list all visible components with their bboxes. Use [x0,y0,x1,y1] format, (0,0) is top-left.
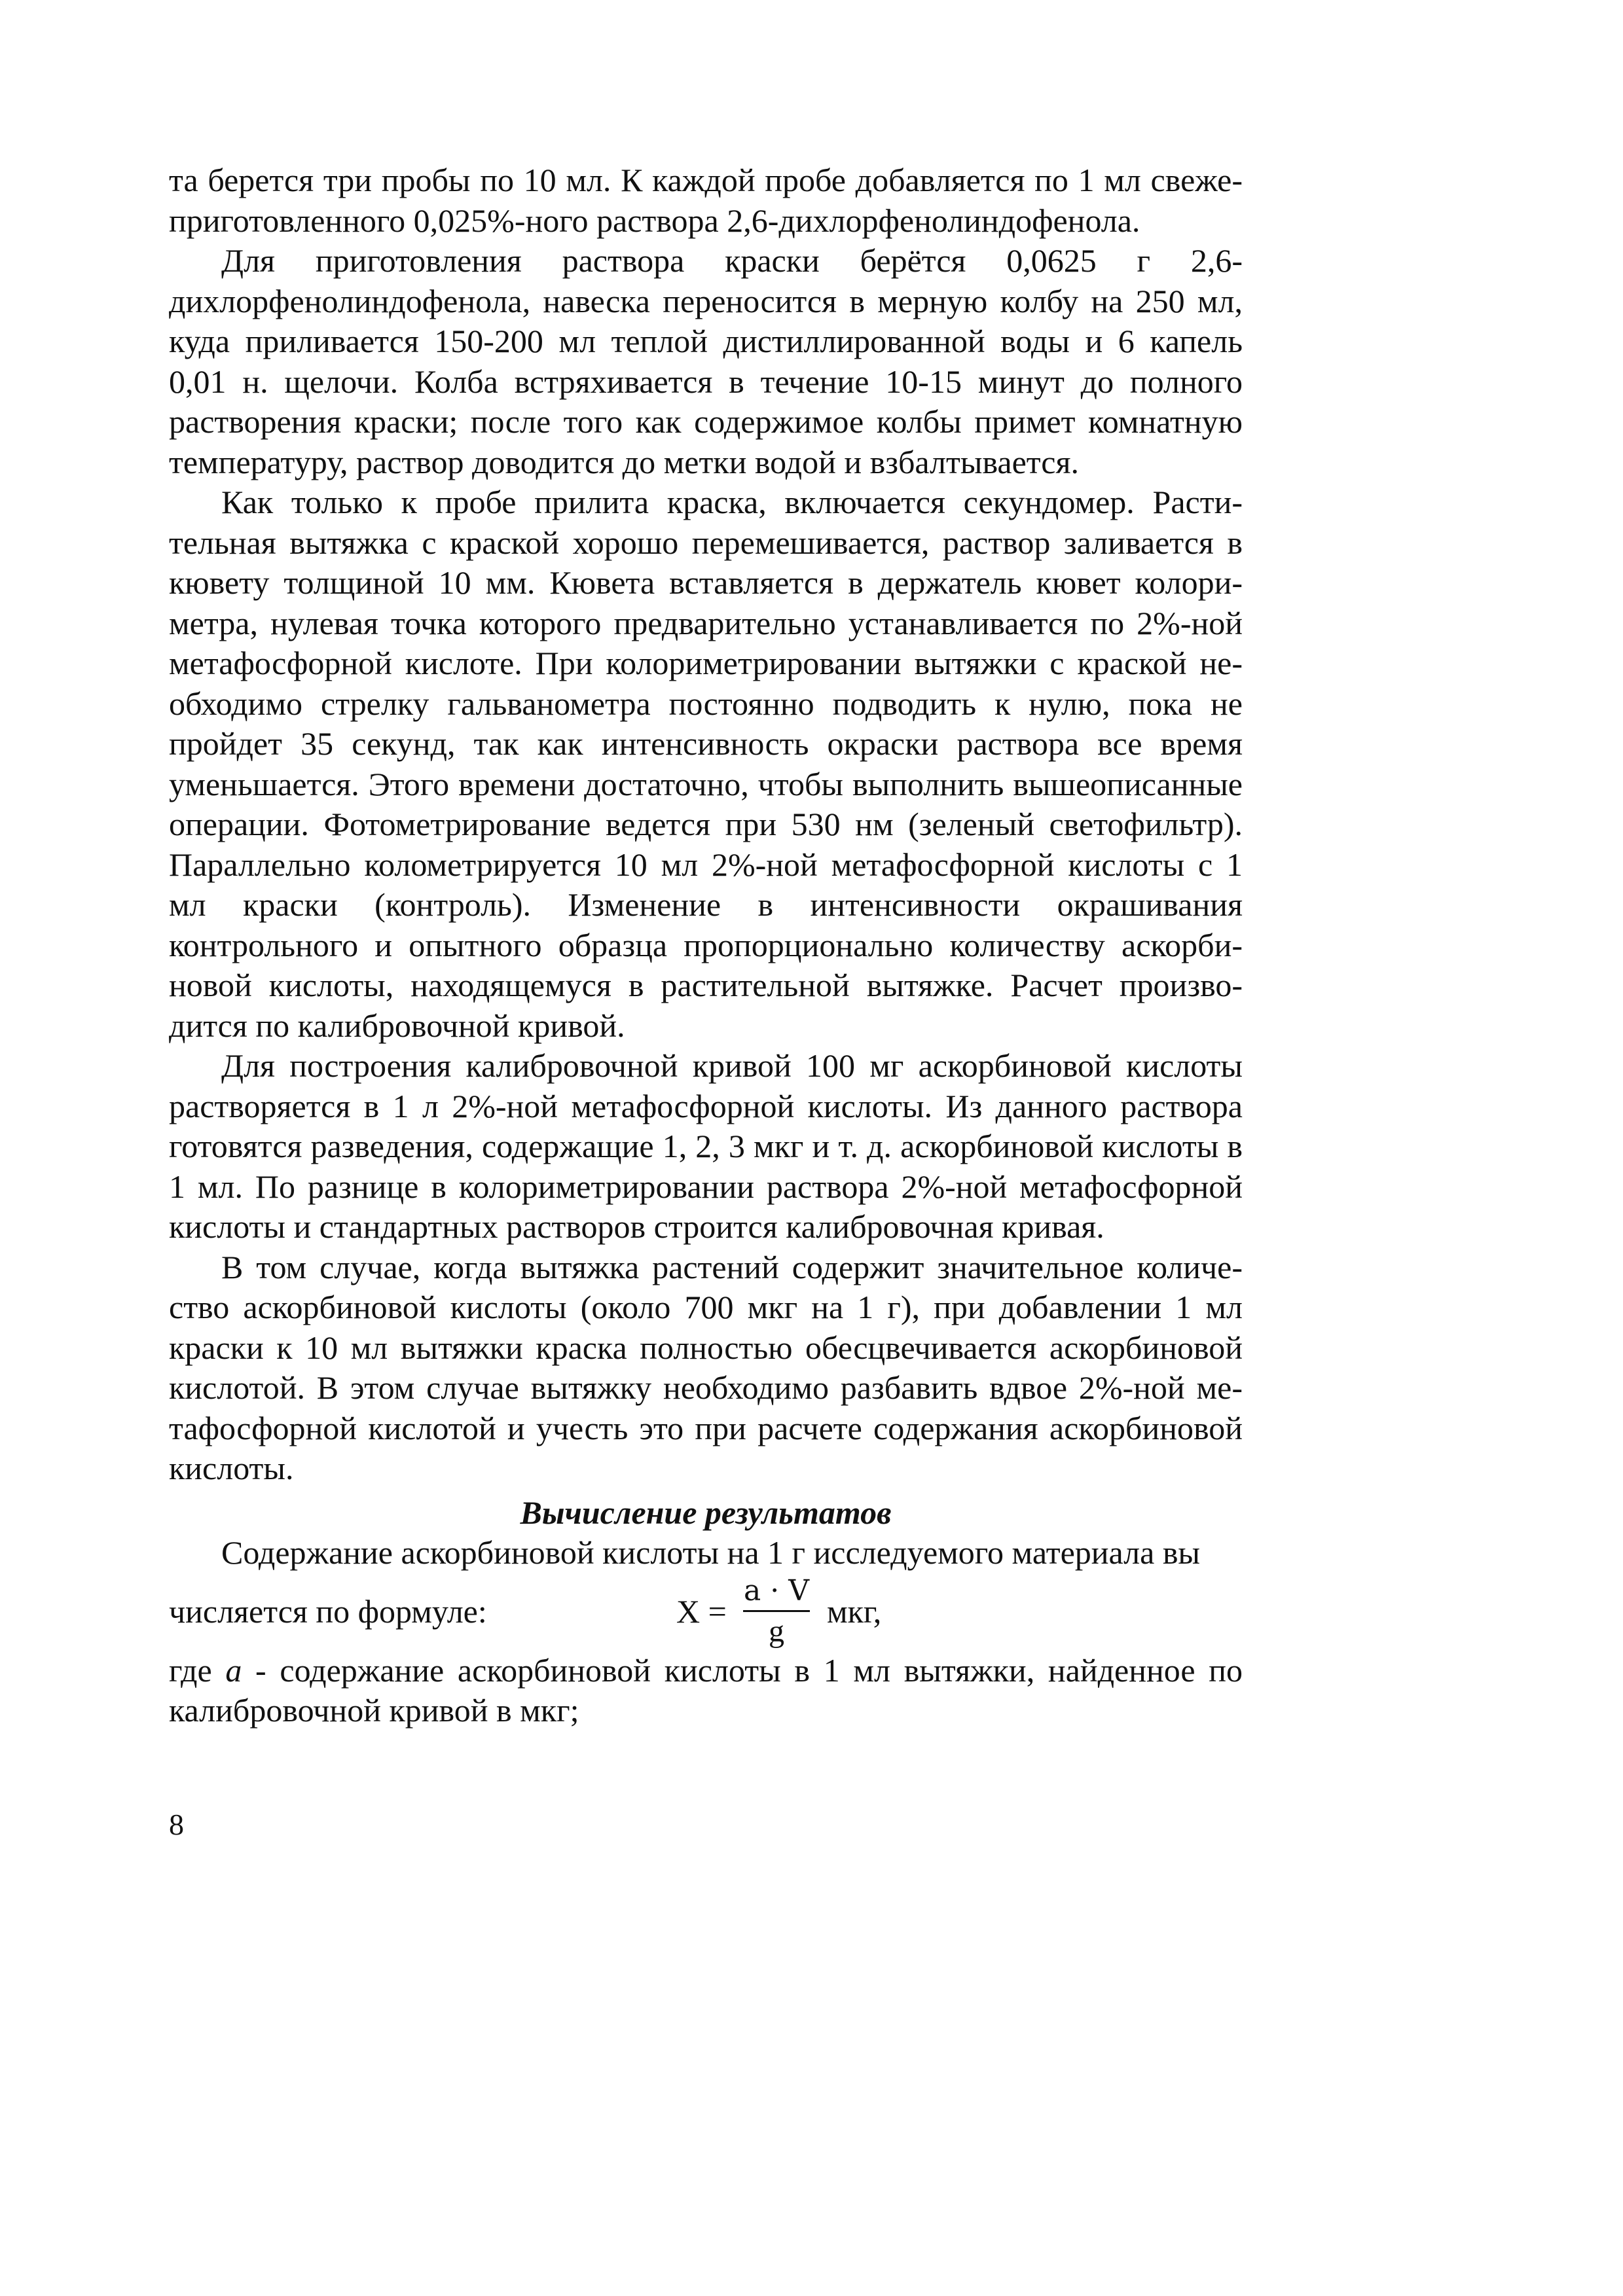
body-text [169,160,1243,1731]
where-prefix: где [169,1651,226,1689]
page-number: 8 [169,1808,184,1841]
formula-row [169,1573,1243,1651]
where-symbol: a [225,1651,242,1689]
section-heading: Вычисление результатов [520,1494,892,1531]
formula-denominator: g [769,1613,784,1649]
formula-numerator: a · V [744,1573,809,1607]
where-text: - содержание аскорбиновой кислоты в 1 мл вытяжки, найденное по калибровочной кривой в мкг; [169,1651,1243,1729]
paragraph-high-content: В том случае, когда вытяжка растений содержит значительное количество аскорбиновой кислоты (около 700 мкг на 1 г), при добавлении 1 мл краски к 10 мл вытяжки краска полностью обесцвечивается аскорбиновой кислотой. В этом случае вытяжку необходимо разбавить вдвое 2%-ной метафосфорной кислотой и учесть это при расчете содержания аскорбиновой кислоты. [169,1248,1243,1486]
formula-fraction [740,1573,812,1649]
formula-lhs: X = [676,1592,727,1630]
fraction-bar [743,1610,810,1612]
formula-lead-text: числяется по формуле: [169,1592,487,1630]
paragraph-dye-preparation: Для приготовления раствора краски берётся 0,0625 г 2,6-дихлорфенолиндофенола, навеска переносится в мерную колбу на 250 мл, куда приливается 150-200 мл теплой дистиллированной воды и 6 капель 0,01 н. щелочи. Колба встряхивается в течение 10-15 минут до полного растворения краски; после того как содержимое колбы примет комнатную температуру, раствор доводится до метки водой и взбалтывается. [169,242,1243,480]
paragraph-colorimetry: Как только к пробе прилита краска, включается секундомер. Растительная вытяжка с краской хорошо перемешивается, раствор заливается в кювету толщиной 10 мм. Кювета вставляется в держатель кювет колориметра, нулевая точка которого предварительно устанавливается по 2%-ной метафосфорной кислоте. При колориметрировании вытяжки с краской необходимо стрелку гальванометра постоянно подводить к нулю, пока не пройдет 35 секунд, так как интенсивность окраски раствора все время уменьшается. Этого времени достаточно, чтобы выполнить вышеописанные операции. Фотометрирование ведется при 530 нм (зеленый светофильтр). Параллельно колометрируется 10 мл 2%-ной метафосфорной кислоты с 1 мл краски (контроль). Изменение в интенсивности окрашивания контрольного и опытного образца пропорционально количеству аскорбиновой кислоты, находящемуся в растительной вытяжке. Расчет производится по калибровочной кривой. [169,484,1243,1044]
paragraph-continuation: та берется три пробы по 10 мл. К каждой пробе добавляется по 1 мл свежеприготовленного 0,025%-ного раствора 2,6-дихлорфенолиндофенола. [169,162,1243,239]
formula-unit: мкг, [827,1592,882,1630]
paragraph-calculation: Содержание аскорбиновой кислоты на 1 г исследуемого материала вы [221,1534,1201,1571]
paragraph-calibration-curve: Для построения калибровочной кривой 100 мг аскорбиновой кислоты растворяется в 1 л 2%-ной метафосфорной кислоты. Из данного раствора готовятся разведения, содержащие 1, 2, 3 мкг и т. д. аскорбиновой кислоты в 1 мл. По разнице в колориметрировании раствора 2%-ной метафосфорной кислоты и стандартных растворов строится калибровочная кривая. [169,1047,1243,1245]
paragraph-where [169,1651,1243,1731]
